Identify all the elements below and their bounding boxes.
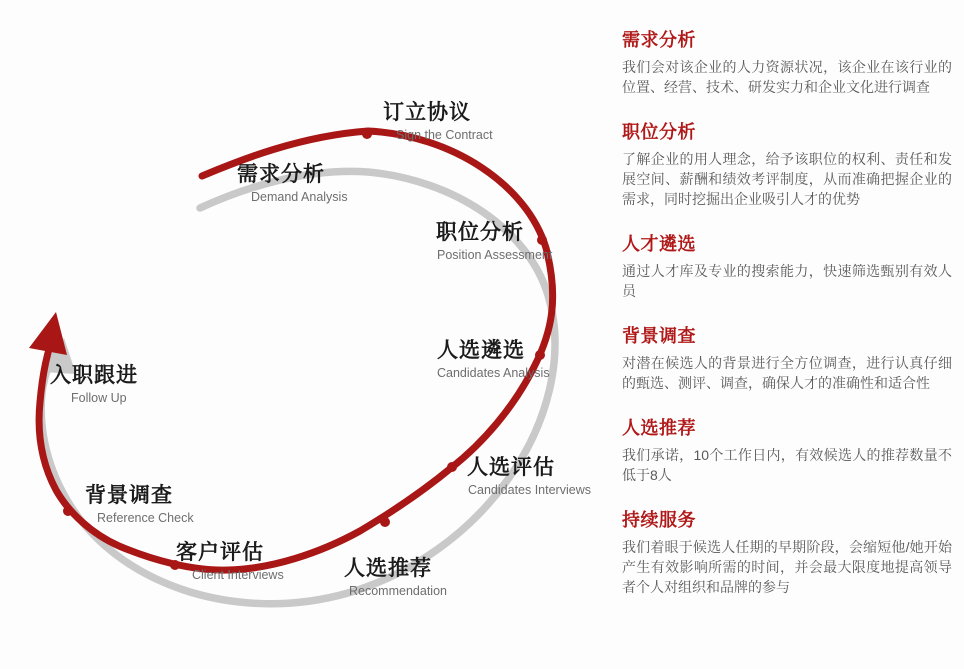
stage-recommendation-zh: 人选推荐 xyxy=(344,557,432,580)
stage-client-interviews-zh: 客户评估 xyxy=(176,541,264,564)
stage-sign-contract-zh: 订立协议 xyxy=(383,101,471,124)
description-column xyxy=(622,0,952,597)
section-demand-analysis-body: 我们会对该企业的人力资源状况，该企业在该行业的位置、经营、技术、研发实力和企业文化进行调查 xyxy=(622,59,952,95)
section-talent-selection xyxy=(622,234,952,301)
red-arrowhead-icon xyxy=(29,312,67,355)
section-demand-analysis xyxy=(622,30,952,97)
stage-follow-up-en: Follow Up xyxy=(71,391,127,405)
section-reference-check-title: 背景调查 xyxy=(622,326,696,346)
stage-demand-analysis xyxy=(237,163,348,205)
stage-position-assessment xyxy=(436,221,552,263)
stage-dot-recommendation xyxy=(380,517,390,527)
stage-candidates-analysis xyxy=(437,339,550,381)
section-position-analysis-body: 了解企业的用人理念，给予该职位的权利、责任和发展空间、薪酬和绩效考评制度，从而准确把握企业的需求，同时挖掘出企业吸引人才的优势 xyxy=(622,151,952,207)
stage-dot-reference-check xyxy=(63,506,73,516)
section-position-analysis-title: 职位分析 xyxy=(622,122,696,142)
section-demand-analysis-title: 需求分析 xyxy=(622,30,696,50)
section-recommendation xyxy=(622,418,952,485)
stage-follow-up-zh: 入职跟进 xyxy=(50,364,138,387)
section-position-analysis xyxy=(622,122,952,209)
stage-position-assessment-zh: 职位分析 xyxy=(436,221,524,244)
section-reference-check xyxy=(622,326,952,393)
stage-dot-candidates-interviews xyxy=(447,462,457,472)
stage-candidates-interviews xyxy=(467,456,591,498)
stage-client-interviews xyxy=(176,541,284,583)
section-talent-selection-body: 通过人才库及专业的搜索能力，快速筛选甄别有效人员 xyxy=(622,263,952,299)
section-recommendation-body: 我们承诺，10个工作日内，有效候选人的推荐数量不低于8人 xyxy=(622,447,952,483)
stage-dot-sign-contract xyxy=(362,129,372,139)
section-reference-check-body: 对潜在候选人的背景进行全方位调查，进行认真仔细的甄选、测评、调查，确保人才的准确性和适合性 xyxy=(622,355,952,391)
stage-candidates-interviews-en: Candidates Interviews xyxy=(468,483,591,497)
stage-reference-check xyxy=(85,484,194,526)
stage-reference-check-en: Reference Check xyxy=(97,511,194,525)
stage-follow-up xyxy=(50,364,138,406)
stage-reference-check-zh: 背景调查 xyxy=(85,484,173,507)
section-continuous-service-body: 我们着眼于候选人任期的早期阶段，会缩短他/她开始产生有效影响所需的时间，并会最大限度地提高领导者个人对组织和品牌的参与 xyxy=(622,539,952,595)
stage-demand-analysis-en: Demand Analysis xyxy=(251,190,348,204)
stage-sign-contract xyxy=(383,101,493,143)
section-continuous-service xyxy=(622,510,952,597)
stage-demand-analysis-zh: 需求分析 xyxy=(237,163,325,186)
stage-candidates-analysis-en: Candidates Analysis xyxy=(437,366,550,380)
section-continuous-service-title: 持续服务 xyxy=(622,510,696,530)
stage-recommendation xyxy=(344,557,447,599)
stage-candidates-analysis-zh: 人选遴选 xyxy=(437,339,525,362)
stage-recommendation-en: Recommendation xyxy=(349,584,447,598)
stage-candidates-interviews-zh: 人选评估 xyxy=(467,456,555,479)
section-talent-selection-title: 人才遴选 xyxy=(622,234,696,254)
stage-position-assessment-en: Position Assessment xyxy=(437,248,553,262)
section-recommendation-title: 人选推荐 xyxy=(622,418,696,438)
stage-sign-contract-en: Sign the Contract xyxy=(396,128,493,142)
stage-client-interviews-en: Client Interviews xyxy=(192,568,284,582)
